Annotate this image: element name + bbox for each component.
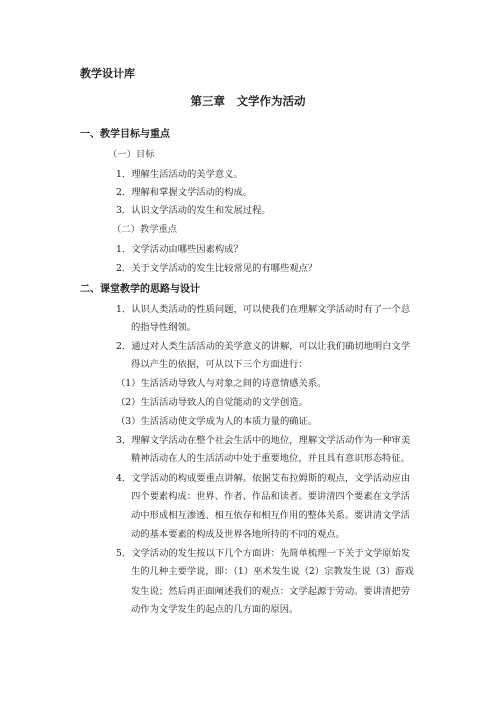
body-line: 四个要素构成：世界、作者、作品和读者。要讲清四个要素在文学活 <box>131 491 410 502</box>
body-line: （1）生活活动导致人与对象之间的诗意情感关系。 <box>116 378 327 389</box>
body-line: 的指导性纲领。 <box>131 322 197 333</box>
focus-item: 2．关于文学活动的发生比较常见的有哪些观点？ <box>116 263 318 274</box>
goal-item: 1．理解生活活动的美学意义。 <box>116 169 243 180</box>
section1-title: 一、教学目标与重点 <box>80 129 170 140</box>
body-line: 精神活动在人的生活活动中处于重要地位，并且具有意识形态特征。 <box>131 453 410 464</box>
body-line: 4．文学活动的构成要重点讲解。依据艾布拉姆斯的观点，文学活动应由 <box>116 473 411 484</box>
focus-label: （二）教学重点 <box>112 224 178 235</box>
body-line: 动作为文学发生的起点的几方面的原因。 <box>131 604 299 615</box>
body-line: 1．认识人类活动的性质问题，可以使我们在理解文学活动时有了一个总 <box>116 304 411 315</box>
goal-item: 2．理解和掌握文学活动的构成。 <box>116 187 253 198</box>
body-line: 5．文学活动的发生按以下几个方面讲：先简单梳理一下关于文学原始发 <box>116 548 411 559</box>
body-line: 发生说；然后再正面阐述我们的观点：文学起源于劳动。要讲清把劳 <box>131 586 410 597</box>
body-line: 动中形成相互渗透、相互依存和相互作用的整体关系。要讲清文学活 <box>131 510 410 521</box>
body-line: （3）生活活动使文学成为人的本质力量的确证。 <box>116 416 318 427</box>
goal-item: 3．认识文学活动的发生和发展过程。 <box>116 205 271 216</box>
focus-item: 1．文学活动由哪些因素构成？ <box>116 244 243 255</box>
body-line: 得以产生的依据，可从以下三个方面进行： <box>131 359 308 370</box>
library-header: 教学设计库 <box>80 67 135 80</box>
body-line: 2．通过对人类生活活动的美学意义的讲解，可以让我们确切地明白文学 <box>116 341 411 352</box>
section2-title: 二、课堂教学的思路与设计 <box>80 284 200 295</box>
body-line: 动的基本要素的构成及世界各地所持的不同的观点。 <box>131 529 345 540</box>
chapter-title: 第三章 文学作为活动 <box>190 94 306 108</box>
body-line: 3．理解文学活动在整个社会生活中的地位，理解文学活动作为一种审美 <box>116 435 411 446</box>
body-line: 生的几种主要学说，即：（1）巫术发生说（2）宗教发生说（3）游戏 <box>131 566 414 577</box>
body-line: （2）生活活动导致人的自觉能动的文学创造。 <box>116 397 308 408</box>
goals-label: （一）目标 <box>108 149 155 160</box>
